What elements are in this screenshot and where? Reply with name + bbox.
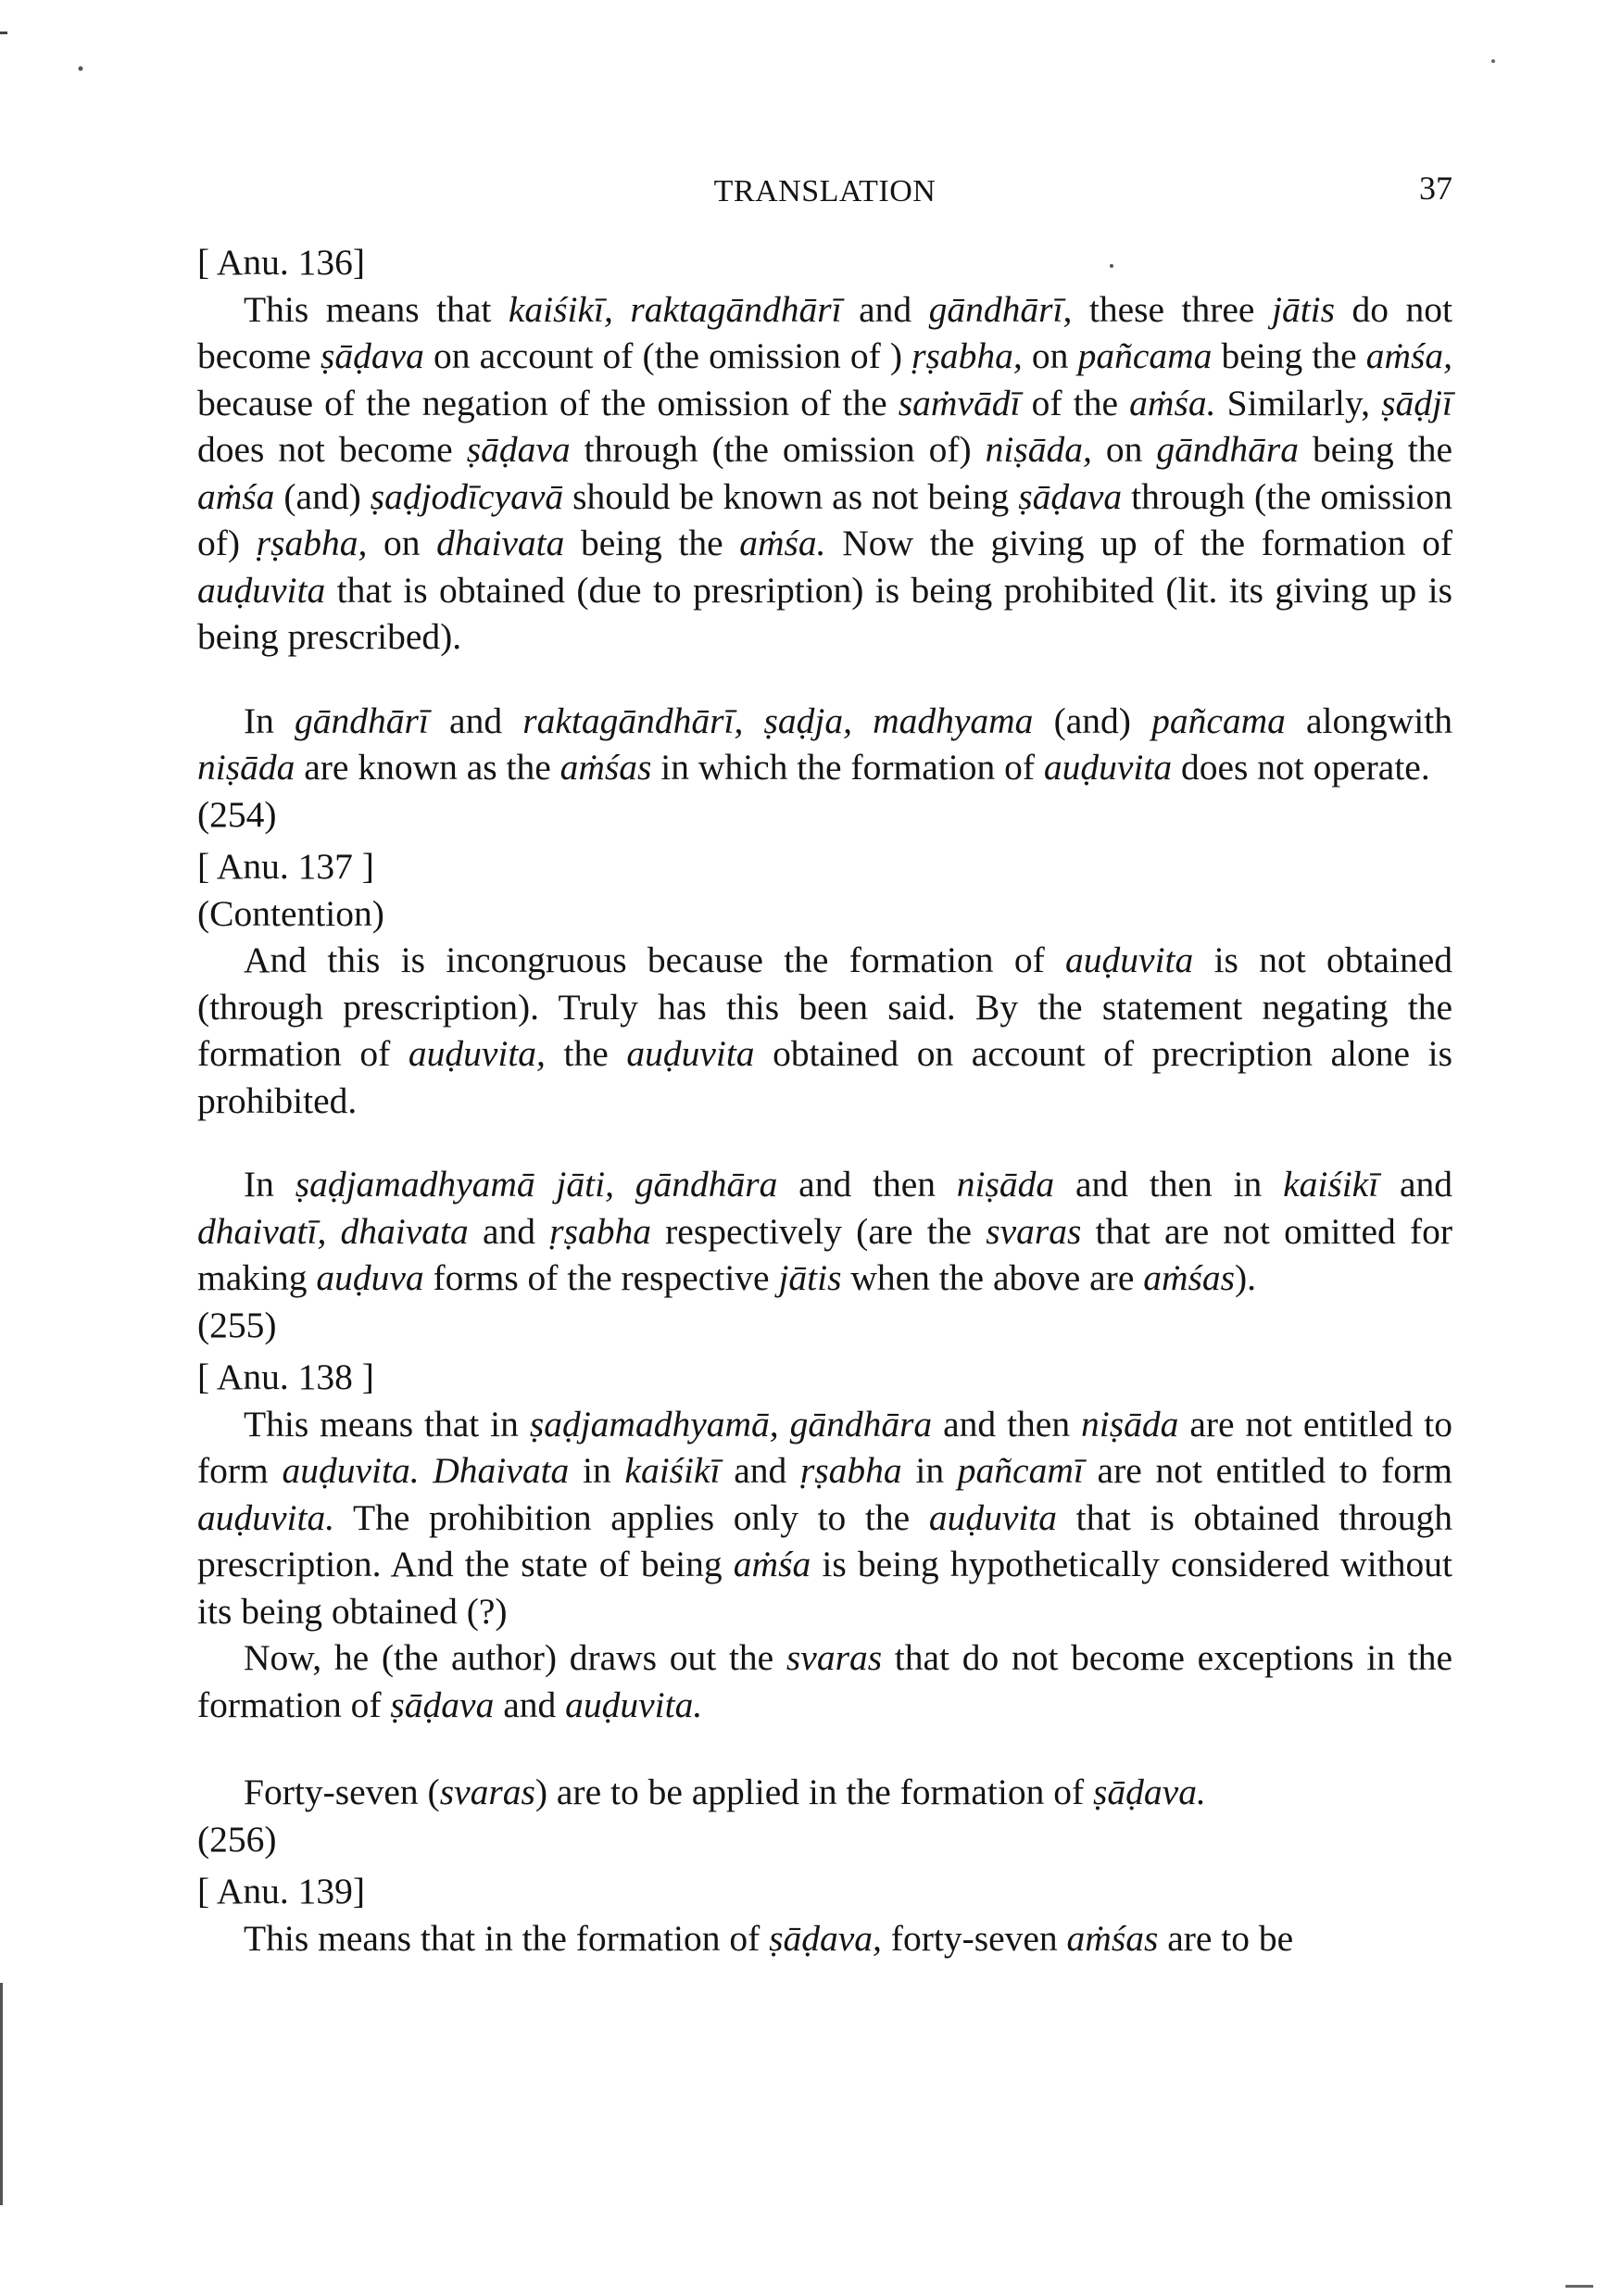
verse-255-text: In ṣaḍjamadhyamā jāti, gāndhāra and then niṣāda and then in kaiśikī and dhaivatī, dhaivata and ṛṣabha respectively (are the svaras that are not omitted for making auḍuva forms of the respective jātis when the above are aṁśas). [197,1164,1453,1298]
running-header [197,169,1452,215]
verse-254-number: (254) [197,793,277,835]
scan-speck [1491,59,1495,63]
verse-256-number: (256) [197,1818,277,1860]
contention-label: (Contention) [197,892,384,934]
anu-139-paragraph: This means that in the formation of ṣāḍava, forty-seven aṁśas are to be [244,1917,1294,1959]
anu-136-label: [ Anu. 136] [197,242,366,283]
anu-138-label: [ Anu. 138 ] [197,1356,374,1397]
scan-speck [79,67,83,71]
scan-speck [1565,2285,1593,2288]
anu-138-paragraph: This means that in ṣaḍjamadhyamā, gāndhāra and then niṣāda are not entitled to form auḍuvita. Dhaivata in kaiśikī and ṛṣabha in pañcamī are not entitled to form auḍuvita. The prohibition applies only to the auḍuvita that is obtained through prescription. And the state of being aṁśa is being hypothetically considered without its being obtained (?) [197,1403,1453,1632]
anu-137-label: [ Anu. 137 ] [197,846,374,887]
scan-speck [0,32,7,34]
anu-137-paragraph: And this is incongruous because the formation of auḍuvita is not obtained (through prescription). Truly has this been said. By the statement negating the formation of auḍuvita, the auḍuvita obtained on account of precription alone is prohibited. [197,940,1452,1121]
verse-255-number: (255) [197,1304,277,1345]
verse-256-text: Forty-seven (svaras) are to be applied in the formation of ṣāḍava. [244,1772,1206,1812]
running-title: TRANSLATION [713,174,936,208]
page-number: 37 [1419,170,1452,207]
body-text [197,239,1452,1962]
anu-139-label: [ Anu. 139] [197,1871,366,1911]
verse-254-text: In gāndhārī and raktagāndhārī, ṣaḍja, madhyama (and) pañcama alongwith niṣāda are known as the aṁśas in which the formation of auḍuvita does not operate. [197,700,1452,788]
anu-136-paragraph: This means that kaiśikī, raktagāndhārī and gāndhārī, these three jātis do not become ṣāḍava on account of (the omission of ) ṛṣabha, on pañcama being the aṁśa, because of the negation of the omission of the saṁvādī of the aṁśa. Similarly, ṣāḍjī does not become ṣāḍava through (the omission of) niṣāda, on gāndhāra being the aṁśa (and) ṣaḍjodīcyavā should be known as not being ṣāḍava through (the omission of) ṛṣabha, on dhaivata being the aṁśa. Now the giving up of the formation of auḍuvita that is obtained (due to presription) is being prohibited (lit. its giving up is being prescribed). [197,288,1453,657]
anu-138-paragraph-2: Now, he (the author) draws out the svaras that do not become exceptions in the formation of ṣāḍava and auḍuvita. [197,1637,1452,1725]
scan-edge-line [0,1983,3,2205]
